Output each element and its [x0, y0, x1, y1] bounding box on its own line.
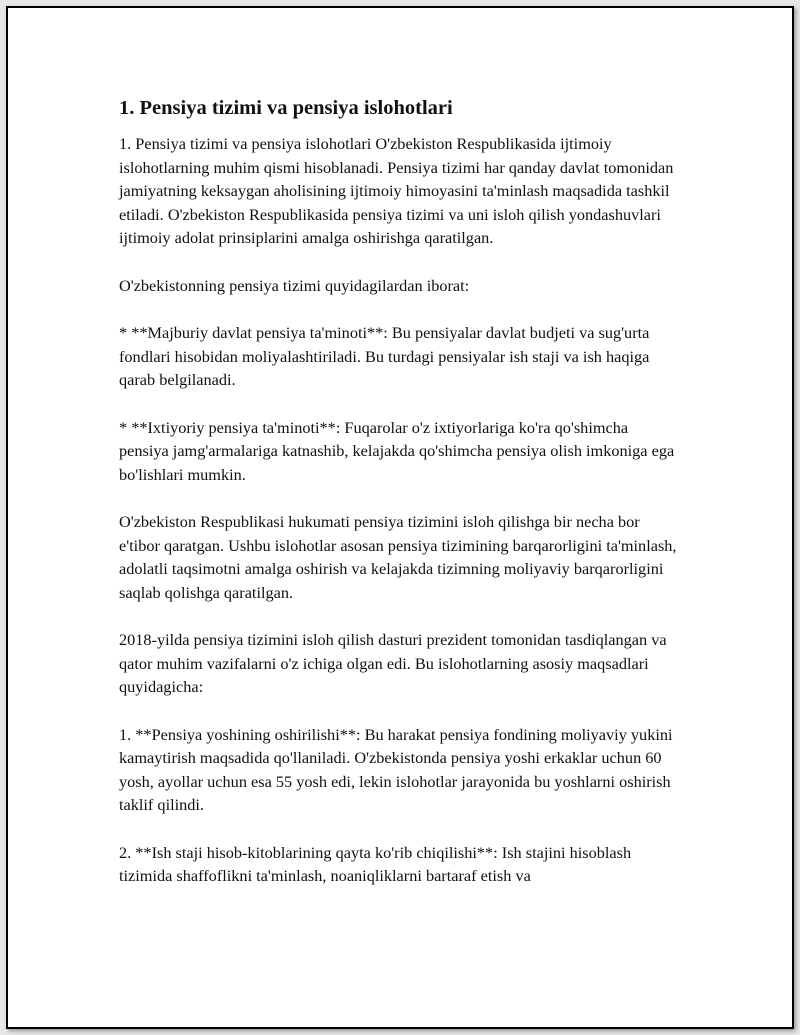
paragraph-work-experience: 2. **Ish staji hisob-kitoblarining qayta ko'rib chiqilishi**: Ish stajini hisoblash tizimida shaffoflikni ta'minlash, noaniqliklarni bartaraf etish va [119, 842, 632, 885]
document-body [119, 94, 679, 912]
document-page [6, 6, 794, 1029]
paragraph-voluntary-pension: * **Ixtiyoriy pensiya ta'minoti**: Fuqarolar o'z ixtiyorlariga ko'ra qo'shimcha pensiya jamg'armalariga katnashib, kelajakda qo'shimcha pensiya olish imkoniga ega bo'lishlari mumkin. [119, 417, 675, 484]
paragraph-government-reforms: O'zbekiston Respublikasi hukumati pensiya tizimini isloh qilishga bir necha bor e'tibor qaratgan. Ushbu islohotlar asosan pensiya tizimining barqarorligini ta'minlash, adolatli taqsimotni amalga oshirish va kelajakda tizimning moliyaviy barqarorligini saqlab qolishga qaratilgan. [119, 512, 677, 602]
document-title: 1. Pensiya tizimi va pensiya islohotlari [119, 97, 453, 119]
paragraph-2018-program: 2018-yilda pensiya tizimini isloh qilish dasturi prezident tomonidan tasdiqlangan va qator muhim vazifalarni o'z ichiga olgan edi. Bu islohotlarning asosiy maqsadlari quyidagicha: [119, 630, 667, 696]
paragraph-pension-age: 1. **Pensiya yoshining oshirilishi**: Bu harakat pensiya fondining moliyaviy yukini kamaytirish maqsadida qo'llaniladi. O'zbekistonda pensiya yoshi erkaklar uchun 60 yosh, ayollar uchun esa 55 yosh edi, lekin islohotlar jarayonida bu yoshlarni oshirish taklif qilindi. [119, 724, 673, 814]
paragraph-mandatory-pension: * **Majburiy davlat pensiya ta'minoti**: Bu pensiyalar davlat budjeti va sug'urta fondlari hisobidan moliyalashtiriladi. Bu turdagi pensiyalar ish staji va ish haqiga qarab belgilanadi. [119, 323, 650, 389]
paragraph-system-components: O'zbekistonning pensiya tizimi quyidagilardan iborat: [119, 275, 470, 295]
paragraph-intro: 1. Pensiya tizimi va pensiya islohotlari O'zbekiston Respublikasida ijtimoiy islohotlarning muhim qismi hisoblanadi. Pensiya tizimi har qanday davlat tomonidan jamiyatning keksaygan aholisining ijtimoiy himoyasini ta'minlash maqsadida tashkil etiladi. O'zbekiston Respublikasida pensiya tizimi va uni isloh qilish yondashuvlari ijtimoiy adolat prinsiplarini amalga oshirishga qaratilgan. [119, 134, 674, 247]
